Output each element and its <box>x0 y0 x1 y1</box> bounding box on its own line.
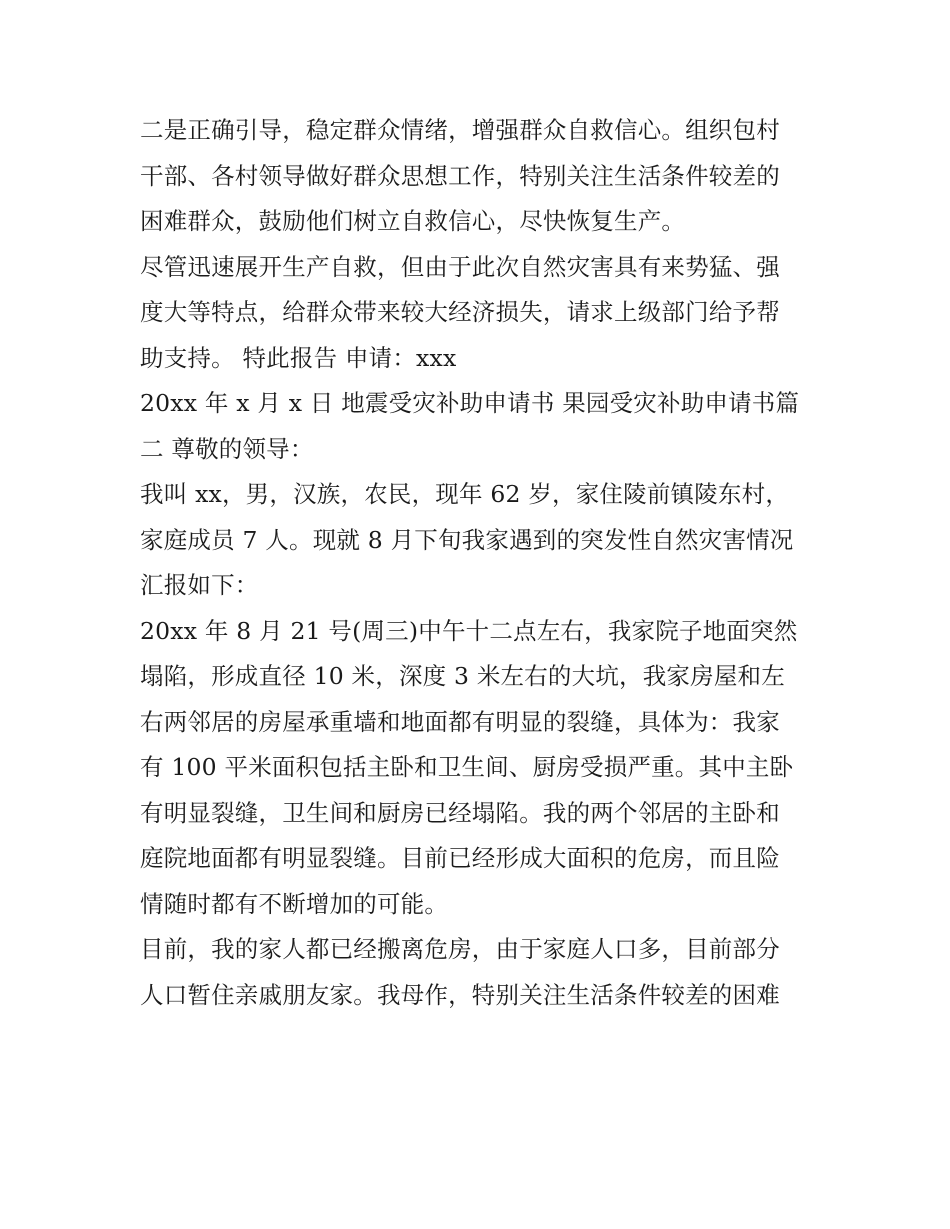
text-line: 二是正确引导，稳定群众情绪，增强群众自救信心。组织包村 <box>140 116 780 144</box>
text-line: 困难群众，鼓励他们树立自救信心，尽快恢复生产。 <box>140 207 686 235</box>
text-line: 我叫 xx，男，汉族，农民，现年 62 岁，家住陵前镇陵东村， <box>140 480 790 508</box>
text-line: 20xx 年 x 月 x 日 地震受灾补助申请书 果园受灾补助申请书篇 <box>140 389 800 417</box>
text-line: 人口暂住亲戚朋友家。我母作，特别关注生活条件较差的困难 <box>140 980 780 1009</box>
document-body <box>140 108 820 1018</box>
text-line: 有 100 平米面积包括主卧和卫生间、厨房受损严重。其中主卧 <box>140 753 794 781</box>
text-line: 庭院地面都有明显裂缝。目前已经形成大面积的危房，而且险 <box>140 844 780 872</box>
text-line: 干部、各村领导做好群众思想工作，特别关注生活条件较差的 <box>140 161 780 190</box>
text-line: 有明显裂缝，卫生间和厨房已经塌陷。我的两个邻居的主卧和 <box>140 798 780 827</box>
text-line: 情随时都有不断增加的可能。 <box>140 889 449 918</box>
text-line: 汇报如下： <box>140 571 259 599</box>
text-line: 塌陷，形成直径 10 米，深度 3 米左右的大坑，我家房屋和左 <box>140 662 785 690</box>
text-line: 二 尊敬的领导： <box>140 434 314 463</box>
text-line: 家庭成员 7 人。现就 8 月下旬我家遇到的突发性自然灾害情况 <box>140 525 794 554</box>
text-line: 度大等特点，给群众带来较大经济损失，请求上级部门给予帮 <box>140 298 780 326</box>
text-line: 右两邻居的房屋承重墙和地面都有明显的裂缝，具体为：我家 <box>140 707 780 736</box>
text-line: 尽管迅速展开生产自救，但由于此次自然灾害具有来势猛、强 <box>140 252 780 281</box>
text-line: 助支持。 特此报告 申请：xxx <box>140 343 457 372</box>
text-line: 目前，我的家人都已经搬离危房，由于家庭人口多，目前部分 <box>140 935 780 963</box>
text-line: 20xx 年 8 月 21 号(周三)中午十二点左右，我家院子地面突然 <box>140 616 798 645</box>
